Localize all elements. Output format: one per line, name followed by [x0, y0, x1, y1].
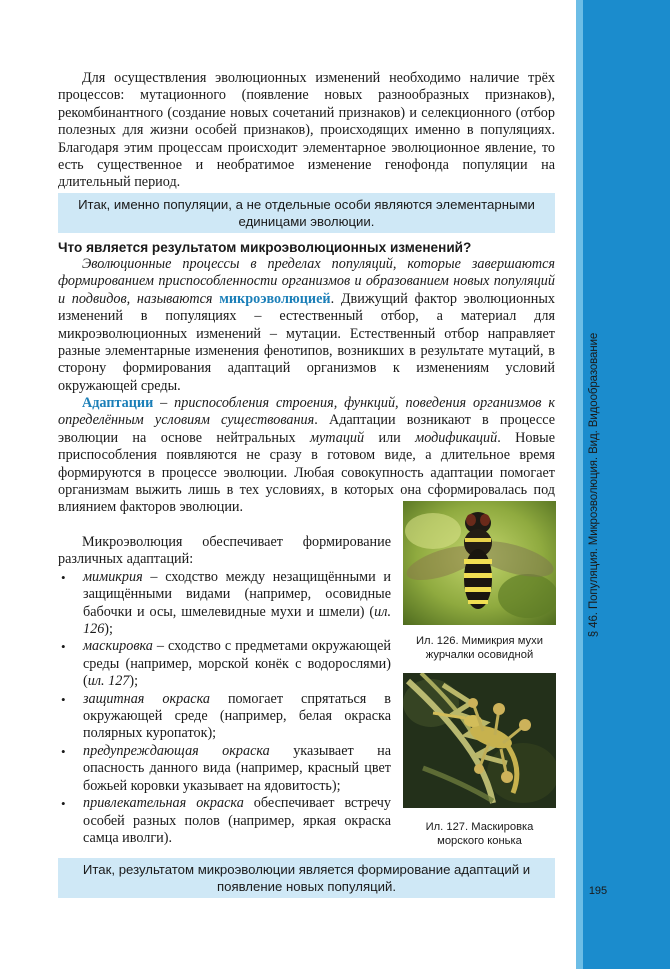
- list-item-term: маскировка: [83, 638, 153, 655]
- bullet-icon: •: [61, 743, 66, 759]
- list-item-term: защитная окраска: [83, 690, 210, 707]
- list-item-term: предупреждающая окраска: [83, 742, 270, 759]
- list-item-term: мимикрия: [83, 568, 143, 585]
- list-item-end: );: [129, 673, 139, 690]
- sea-dragon-photo: [403, 673, 556, 808]
- summary-box-1: Итак, именно популяции, а не отдельные особи являются элементарными единицами эволюции.: [58, 193, 555, 233]
- caption-126: Ил. 126. Мимикрия мухи журчалки осовидной: [416, 635, 543, 661]
- term-microevolution: микроэволюцией: [219, 290, 331, 307]
- list-item: [58, 638, 391, 690]
- list-item-end: );: [104, 621, 113, 638]
- paragraph-adaptations: [58, 395, 555, 517]
- paragraph-adaptation-types: Микроэволюция обеспечивает формирование различных адаптаций:: [58, 534, 391, 568]
- list-item: [58, 795, 391, 847]
- paragraph-microevolution-rest: . Движущий фактор эволюционных изменений в популяциях – естественный отбор, а материал для микроэволюционных изменений – мутации. Естественный отбор направляет разные элементарные изменения фенотипов, возникших в результате мутаций, в сторону формирования адаптаций организмов к изменениям условий окружающей среды.: [58, 290, 555, 394]
- hoverfly-illustration: [403, 501, 556, 625]
- list-item: [58, 569, 391, 639]
- term-modifications: модификаций: [415, 429, 498, 446]
- bullet-icon: •: [61, 796, 66, 812]
- hoverfly-photo: [403, 501, 556, 625]
- adaptation-list: [58, 569, 391, 848]
- list-item-text: указывает на опасность данного вида (например, красный цвет божьей коровки указывает на ядовитость);: [83, 742, 391, 794]
- section-heading: Что является результатом микроэволюционных изменений?: [58, 240, 472, 255]
- section-title-text: § 46. Популяция. Микроэволюция. Вид. Видообразование: [588, 332, 600, 637]
- adaptation-column: [58, 534, 391, 847]
- page-number: 195: [588, 885, 608, 897]
- section-title-vertical: [582, 0, 606, 969]
- list-item: [58, 691, 391, 743]
- adaptations-text-1: . Адаптации возникают в процессе эволюции на основе нейтральных: [58, 412, 555, 446]
- adaptations-definition: – приспособления строения, функций, поведения организмов к определённым условиям существования: [58, 395, 555, 429]
- summary-box-2: Итак, результатом микроэволюции является формирование адаптаций и появление новых популяций.: [58, 858, 555, 898]
- adaptations-text-3: . Новые приспособления появляются не сразу в готовом виде, а длительное время формируются в процессе эволюции. Любая совокупность адаптации помогает организмам выжить лишь в тех условиях, в которых она сформировалась под влиянием факторов эволюции.: [58, 429, 555, 516]
- bullet-icon: •: [61, 691, 66, 707]
- term-adaptations: Адаптации: [82, 395, 154, 411]
- list-item-term: привлекательная окраска: [83, 795, 244, 812]
- paragraph-microevolution: [58, 256, 555, 395]
- sea-dragon-illustration: [403, 673, 556, 808]
- list-item-text: – сходство с предметами окружающей среды (например, морской конёк с водорослями) (: [83, 638, 391, 690]
- figure-reference: ил. 126: [83, 603, 391, 638]
- caption-127: Ил. 127. Маскировка морского конька: [425, 821, 534, 847]
- list-item: [58, 743, 391, 795]
- bullet-icon: •: [61, 569, 66, 585]
- adaptations-text-2: или: [364, 429, 416, 446]
- list-item-text: помогает спрятаться в окружающей среде (например, белая окраска полярных куропаток);: [83, 690, 392, 742]
- bullet-icon: •: [61, 639, 66, 655]
- paragraph-intro: Для осуществления эволюционных изменений необходимо наличие трёх процессов: мутационного (появление новых разнообразных признаков), рекомбинантного (создание новых сочетаний признаков) и селекционного (отбор полезных для жизни особей признаков), происходящих именно в популяциях. Благодаря этим процессам происходит элементарное эволюционное явление, то есть существенное и необратимое изменение генофонда популяции на длительный период.: [58, 70, 555, 191]
- figure-reference: ил. 127: [87, 673, 130, 690]
- list-item-text: – сходство между незащищёнными и защищёнными видами (например, осовидные бабочки и осы, шмелевидные мухи и шмели) (: [83, 568, 391, 620]
- term-mutations: мутаций: [309, 429, 365, 446]
- definition-text: Эволюционные процессы в пределах популяций, которые завершаются формированием приспособленности организмов и образованием новых популяций и подвидов, называются: [58, 256, 555, 307]
- list-item-text: обеспечивает встречу особей разных полов (например, яркая окраска самца иволги).: [83, 795, 391, 846]
